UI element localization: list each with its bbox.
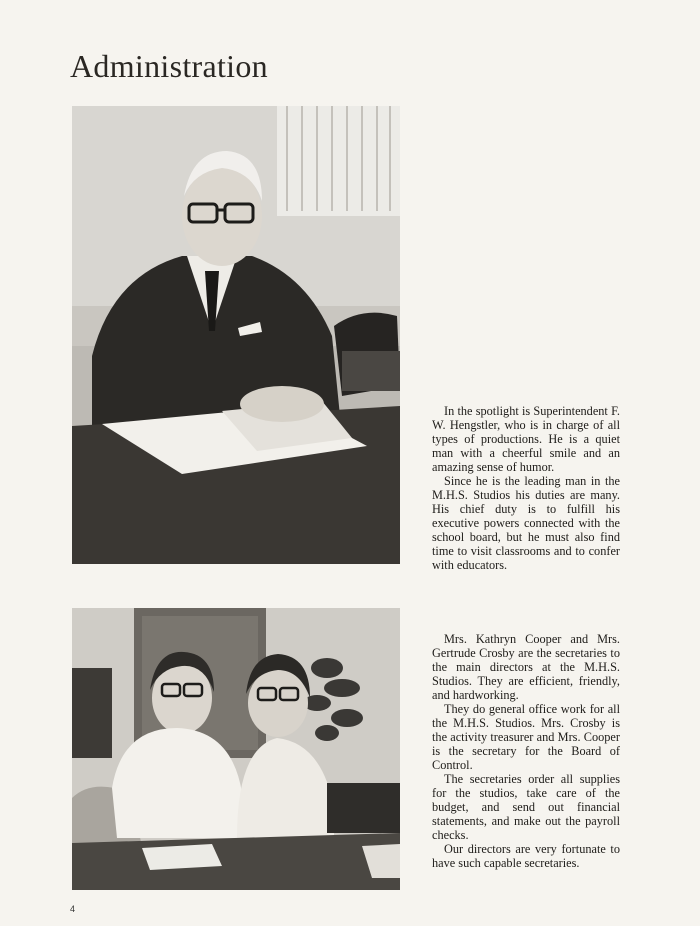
caption-paragraph: Since he is the leading man in the M.H.S. Studios his duties are many. His chief duty is to fulfill his executive powers connected with the school board, but he must also find time to visit classrooms and to confer with educators.	[432, 474, 620, 572]
page-title: Administration	[70, 48, 268, 84]
secretaries-photo	[72, 608, 400, 890]
superintendent-caption	[432, 404, 620, 572]
secretaries-caption	[432, 632, 620, 870]
caption-paragraph: Mrs. Kathryn Cooper and Mrs. Gertrude Crosby are the secretaries to the main directors at the M.H.S. Studios. They are efficient, friendly, and hardworking.	[432, 632, 620, 702]
caption-paragraph: The secretaries order all supplies for the studios, take care of the budget, and send out financial statements, and make out the payroll checks.	[432, 772, 620, 842]
page-number: 4	[70, 904, 76, 914]
caption-paragraph: In the spotlight is Superintendent F. W. Hengstler, who is in charge of all types of productions. He is a quiet man with a cheerful smile and an amazing sense of humor.	[432, 404, 620, 474]
superintendent-photo	[72, 106, 400, 564]
caption-paragraph: They do general office work for all the M.H.S. Studios. Mrs. Crosby is the activity treasurer and Mrs. Cooper is the secretary for the Board of Control.	[432, 702, 620, 772]
caption-paragraph: Our directors are very fortunate to have such capable secretaries.	[432, 842, 620, 870]
